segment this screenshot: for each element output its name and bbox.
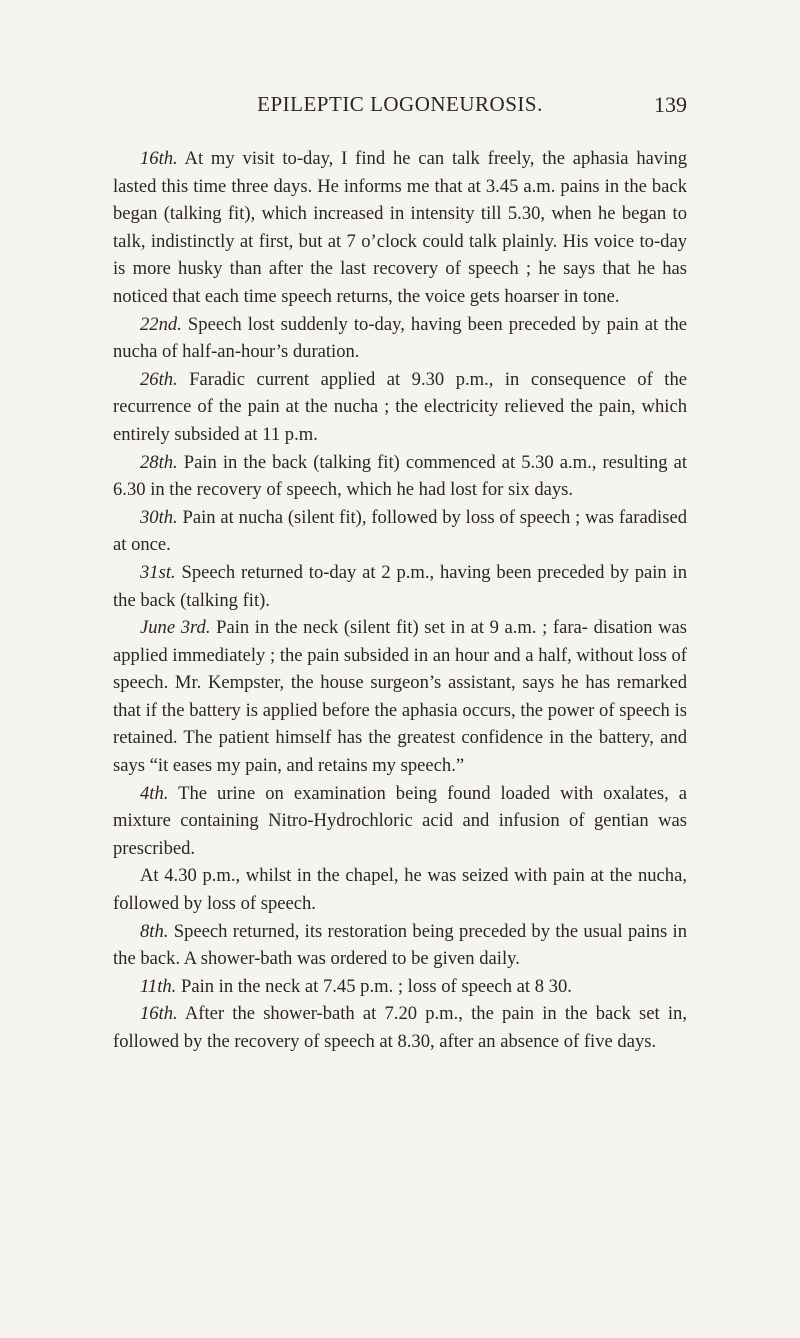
paragraph xyxy=(113,862,687,917)
date-lead: 16th. xyxy=(140,148,178,169)
paragraph xyxy=(113,973,687,1001)
paragraph-text: At 4.30 p.m., whilst in the chapel, he was seized with pain at the nucha, followed by loss of speech. xyxy=(113,865,687,915)
paragraph-text: Speech returned, its restoration being preceded by the usual pains in the back. A shower-bath was ordered to be given daily. xyxy=(113,920,687,970)
paragraph-text: After the shower-bath at 7.20 p.m., the pain in the back set in, followed by the recovery of speech at 8.30, after an absence of five days. xyxy=(113,1003,687,1052)
paragraph-text: Pain at nucha (silent fit), followed by loss of speech ; was faradised at once. xyxy=(113,506,687,556)
paragraph-text: Pain in the neck at 7.45 p.m. ; loss of speech at 8 30. xyxy=(176,975,572,997)
date-lead: 4th. xyxy=(140,782,169,804)
date-lead: 8th. xyxy=(140,920,169,942)
date-lead: 26th. xyxy=(140,368,178,390)
paragraph xyxy=(113,449,687,504)
page-header xyxy=(113,92,687,132)
date-lead: 30th. xyxy=(140,506,178,528)
paragraph xyxy=(113,366,687,449)
paragraph xyxy=(113,918,687,973)
paragraph xyxy=(113,559,687,614)
running-head: EPILEPTIC LOGONEUROSIS. xyxy=(257,92,543,116)
paragraph-text: Pain in the neck (silent fit) set in at 9 a.m. ; fara- disation was applied immediately ; the pain subsided in an hour and a half, without loss of speech. Mr. Kempster, the house surgeon’s assistant, says he has remarked that if the battery is applied before the aphasia occurs, the power of speech is retained. The patient himself has the greatest confidence in the battery, and says “it eases my pain, and retains my speech.” xyxy=(113,617,687,777)
paragraph-text: Speech returned to-day at 2 p.m., having been preceded by pain in the back (talking fit). xyxy=(113,561,687,611)
paragraph xyxy=(113,614,687,780)
date-lead: June 3rd. xyxy=(140,617,211,639)
paragraph xyxy=(113,1000,687,1055)
date-lead: 11th. xyxy=(140,975,177,997)
paragraph xyxy=(113,504,687,559)
paragraph-text: Pain in the back (talking fit) commenced at 5.30 a.m., resulting at 6.30 in the recovery of speech, which he had lost for six days. xyxy=(113,451,687,501)
paragraph-text: At my visit to-day, I find he can talk freely, the aphasia having lasted this time three days. He informs me that at 3.45 a.m. pains in the back began (talking fit), which increased in intensity till 5.30, when he began to talk, indistinctly at first, but at 7 o’clock could talk plainly. His voice to-day is more husky than after the last recovery of speech ; he says that he has noticed that each time speech returns, the voice gets hoarser in tone. xyxy=(113,148,687,307)
body-text xyxy=(113,145,687,1056)
paragraph xyxy=(113,780,687,863)
paragraph-text: Faradic current applied at 9.30 p.m., in consequence of the recurrence of the pain at the nucha ; the electricity relieved the pain, which entirely subsided at 11 p.m. xyxy=(113,368,687,445)
paragraph-text: Speech lost suddenly to-day, having been preceded by pain at the nucha of half-an-hour’s duration. xyxy=(113,313,687,363)
date-lead: 31st. xyxy=(140,561,176,583)
paragraph xyxy=(113,145,687,311)
date-lead: 22nd. xyxy=(140,313,182,335)
date-lead: 16th. xyxy=(140,1003,178,1025)
date-lead: 28th. xyxy=(140,451,178,473)
page-number: 139 xyxy=(654,92,687,117)
paragraph xyxy=(113,311,687,366)
paragraph-text: The urine on examination being found loaded with oxalates, a mixture containing Nitro-Hydrochloric acid and infusion of gentian was prescribed. xyxy=(113,782,687,859)
